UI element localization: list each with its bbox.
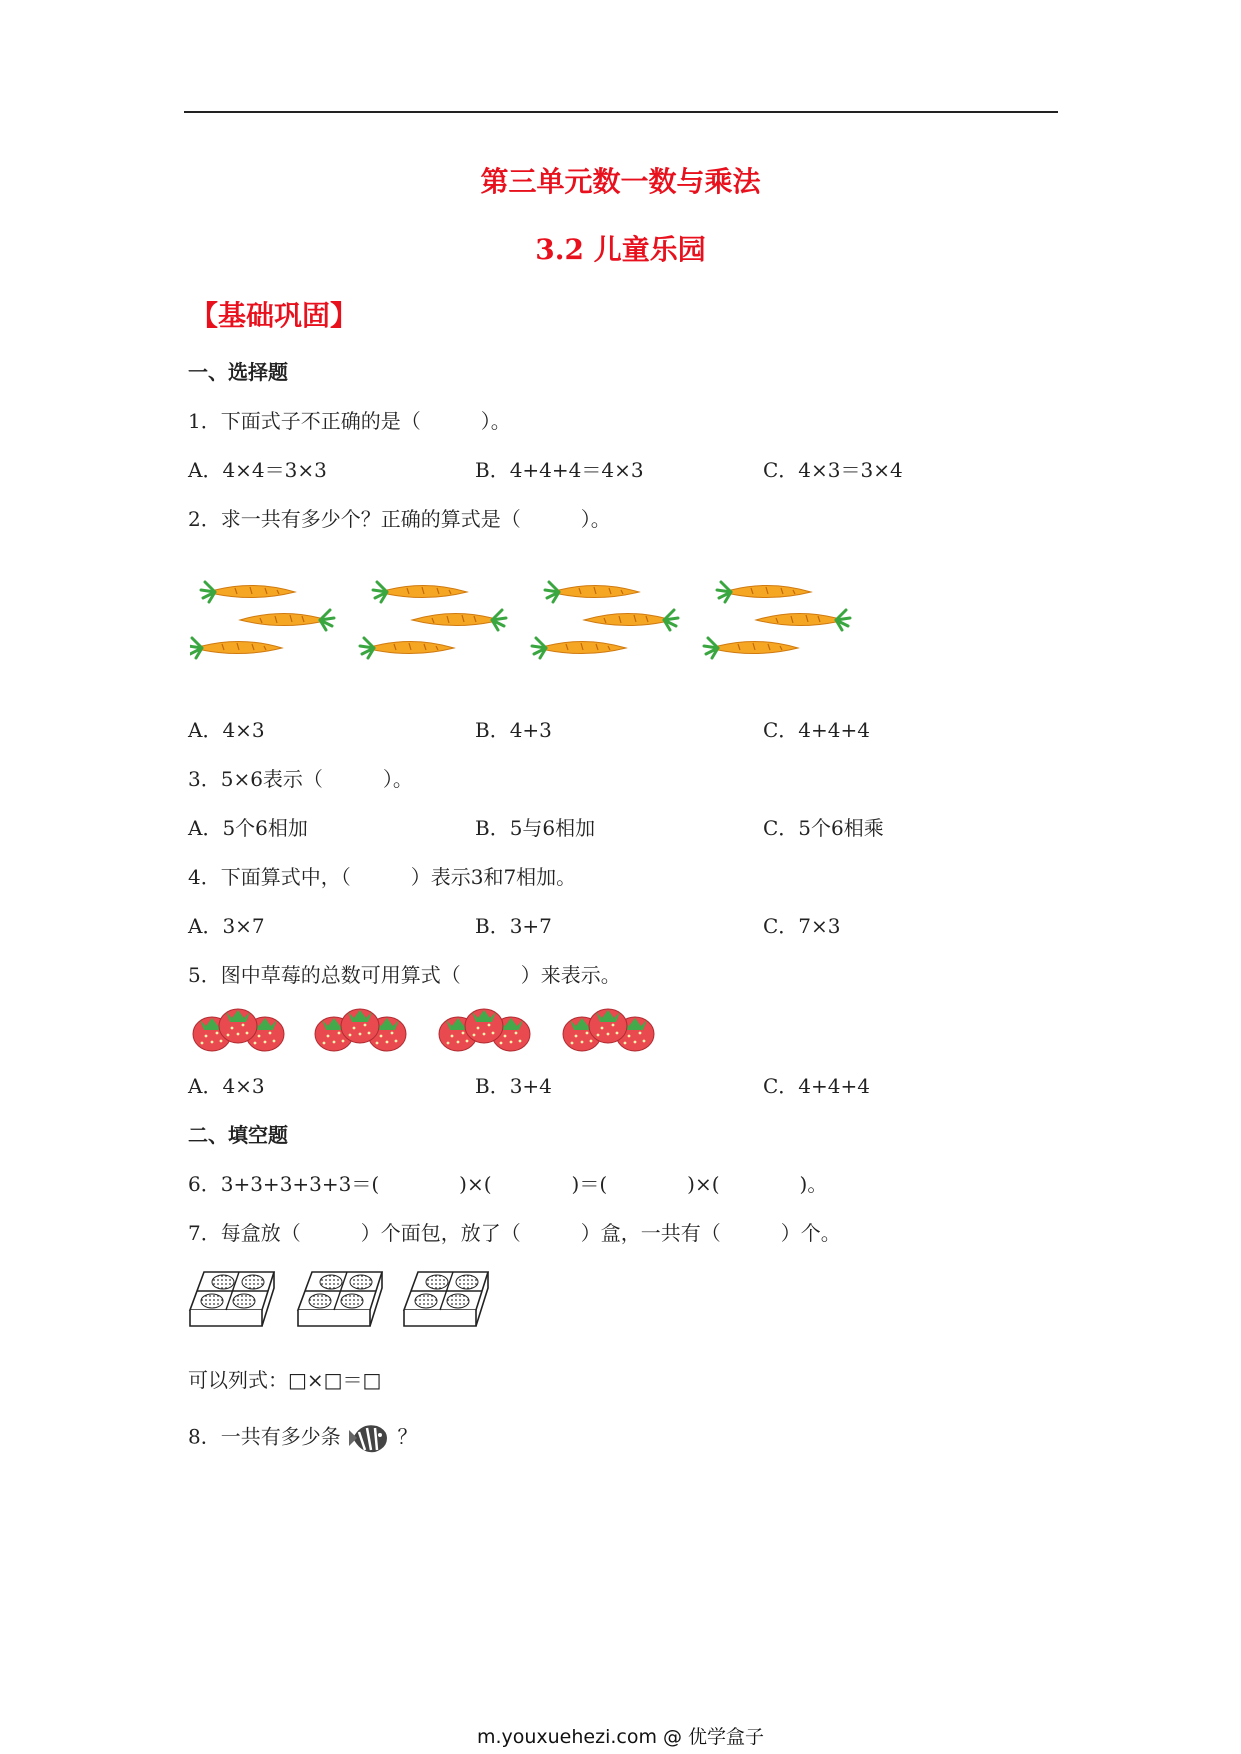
- q5-option-c: C．4+4+4: [763, 1074, 870, 1098]
- carrot-group-4: [704, 582, 850, 658]
- question-7: 7．每盒放（ ）个面包，放了（ ）盒，一共有（ ）个。: [188, 1221, 841, 1245]
- strawberry-group-1: [193, 1009, 284, 1051]
- q1-option-a: A．4×4＝3×3: [188, 458, 327, 482]
- carrot-group-1: [190, 582, 334, 658]
- question-5: 5．图中草莓的总数可用算式（ ）来表示。: [188, 963, 621, 987]
- section-basic: 【基础巩固】: [190, 299, 359, 332]
- bread-box-3: [404, 1272, 488, 1326]
- q2-option-c: C．4+4+4: [763, 718, 870, 742]
- choice-heading: 一、选择题: [188, 360, 288, 384]
- bread-box-2: [298, 1272, 382, 1326]
- footer-watermark: m.youxuehezi.com @ 优学盒子: [476, 1726, 765, 1748]
- question-6: 6．3+3+3+3+3＝( )×( )＝( )×( )。: [188, 1172, 828, 1196]
- q1-option-c: C．4×3＝3×4: [763, 458, 903, 482]
- q8-suffix: ？: [397, 1424, 418, 1449]
- strawberry-group-4: [563, 1009, 654, 1051]
- q3-option-a: A．5个6相加: [188, 816, 308, 840]
- question-4: 4．下面算式中，（ ）表示3和7相加。: [188, 865, 577, 889]
- q8-prefix: 8．一共有多少条: [188, 1424, 341, 1449]
- q7-formula: 可以列式：□×□＝□: [188, 1368, 382, 1392]
- bread-boxes-figure: [188, 1268, 508, 1340]
- unit-title: 第三单元数一数与乘法: [480, 165, 761, 198]
- fish-icon: [347, 1418, 391, 1458]
- q3-option-b: B．5与6相加: [475, 816, 596, 840]
- strawberry-groups-figure: [190, 998, 670, 1056]
- lesson-title: 3.2 儿童乐园: [535, 233, 706, 266]
- q5-option-a: A．4×3: [188, 1074, 265, 1098]
- q4-option-a: A．3×7: [188, 914, 265, 938]
- carrot-group-3: [532, 582, 678, 658]
- q2-option-a: A．4×3: [188, 718, 265, 742]
- carrot-group-2: [360, 582, 506, 658]
- fill-heading: 二、填空题: [188, 1123, 288, 1147]
- q3-option-c: C．5个6相乘: [763, 816, 884, 840]
- bread-box-1: [190, 1272, 274, 1326]
- top-rule: [184, 111, 1058, 113]
- strawberry-group-3: [439, 1009, 530, 1051]
- strawberry-group-2: [315, 1009, 406, 1051]
- q2-option-b: B．4+3: [475, 718, 552, 742]
- question-1: 1．下面式子不正确的是（ ）。: [188, 409, 511, 433]
- question-2: 2．求一共有多少个？正确的算式是（ ）。: [188, 507, 611, 531]
- q5-option-b: B．3+4: [475, 1074, 552, 1098]
- question-8: [188, 1418, 417, 1458]
- question-3: 3．5×6表示（ ）。: [188, 767, 413, 791]
- q4-option-b: B．3+7: [475, 914, 552, 938]
- q1-option-b: B．4+4+4＝4×3: [475, 458, 644, 482]
- carrot-groups-figure: [190, 570, 870, 670]
- q4-option-c: C．7×3: [763, 914, 841, 938]
